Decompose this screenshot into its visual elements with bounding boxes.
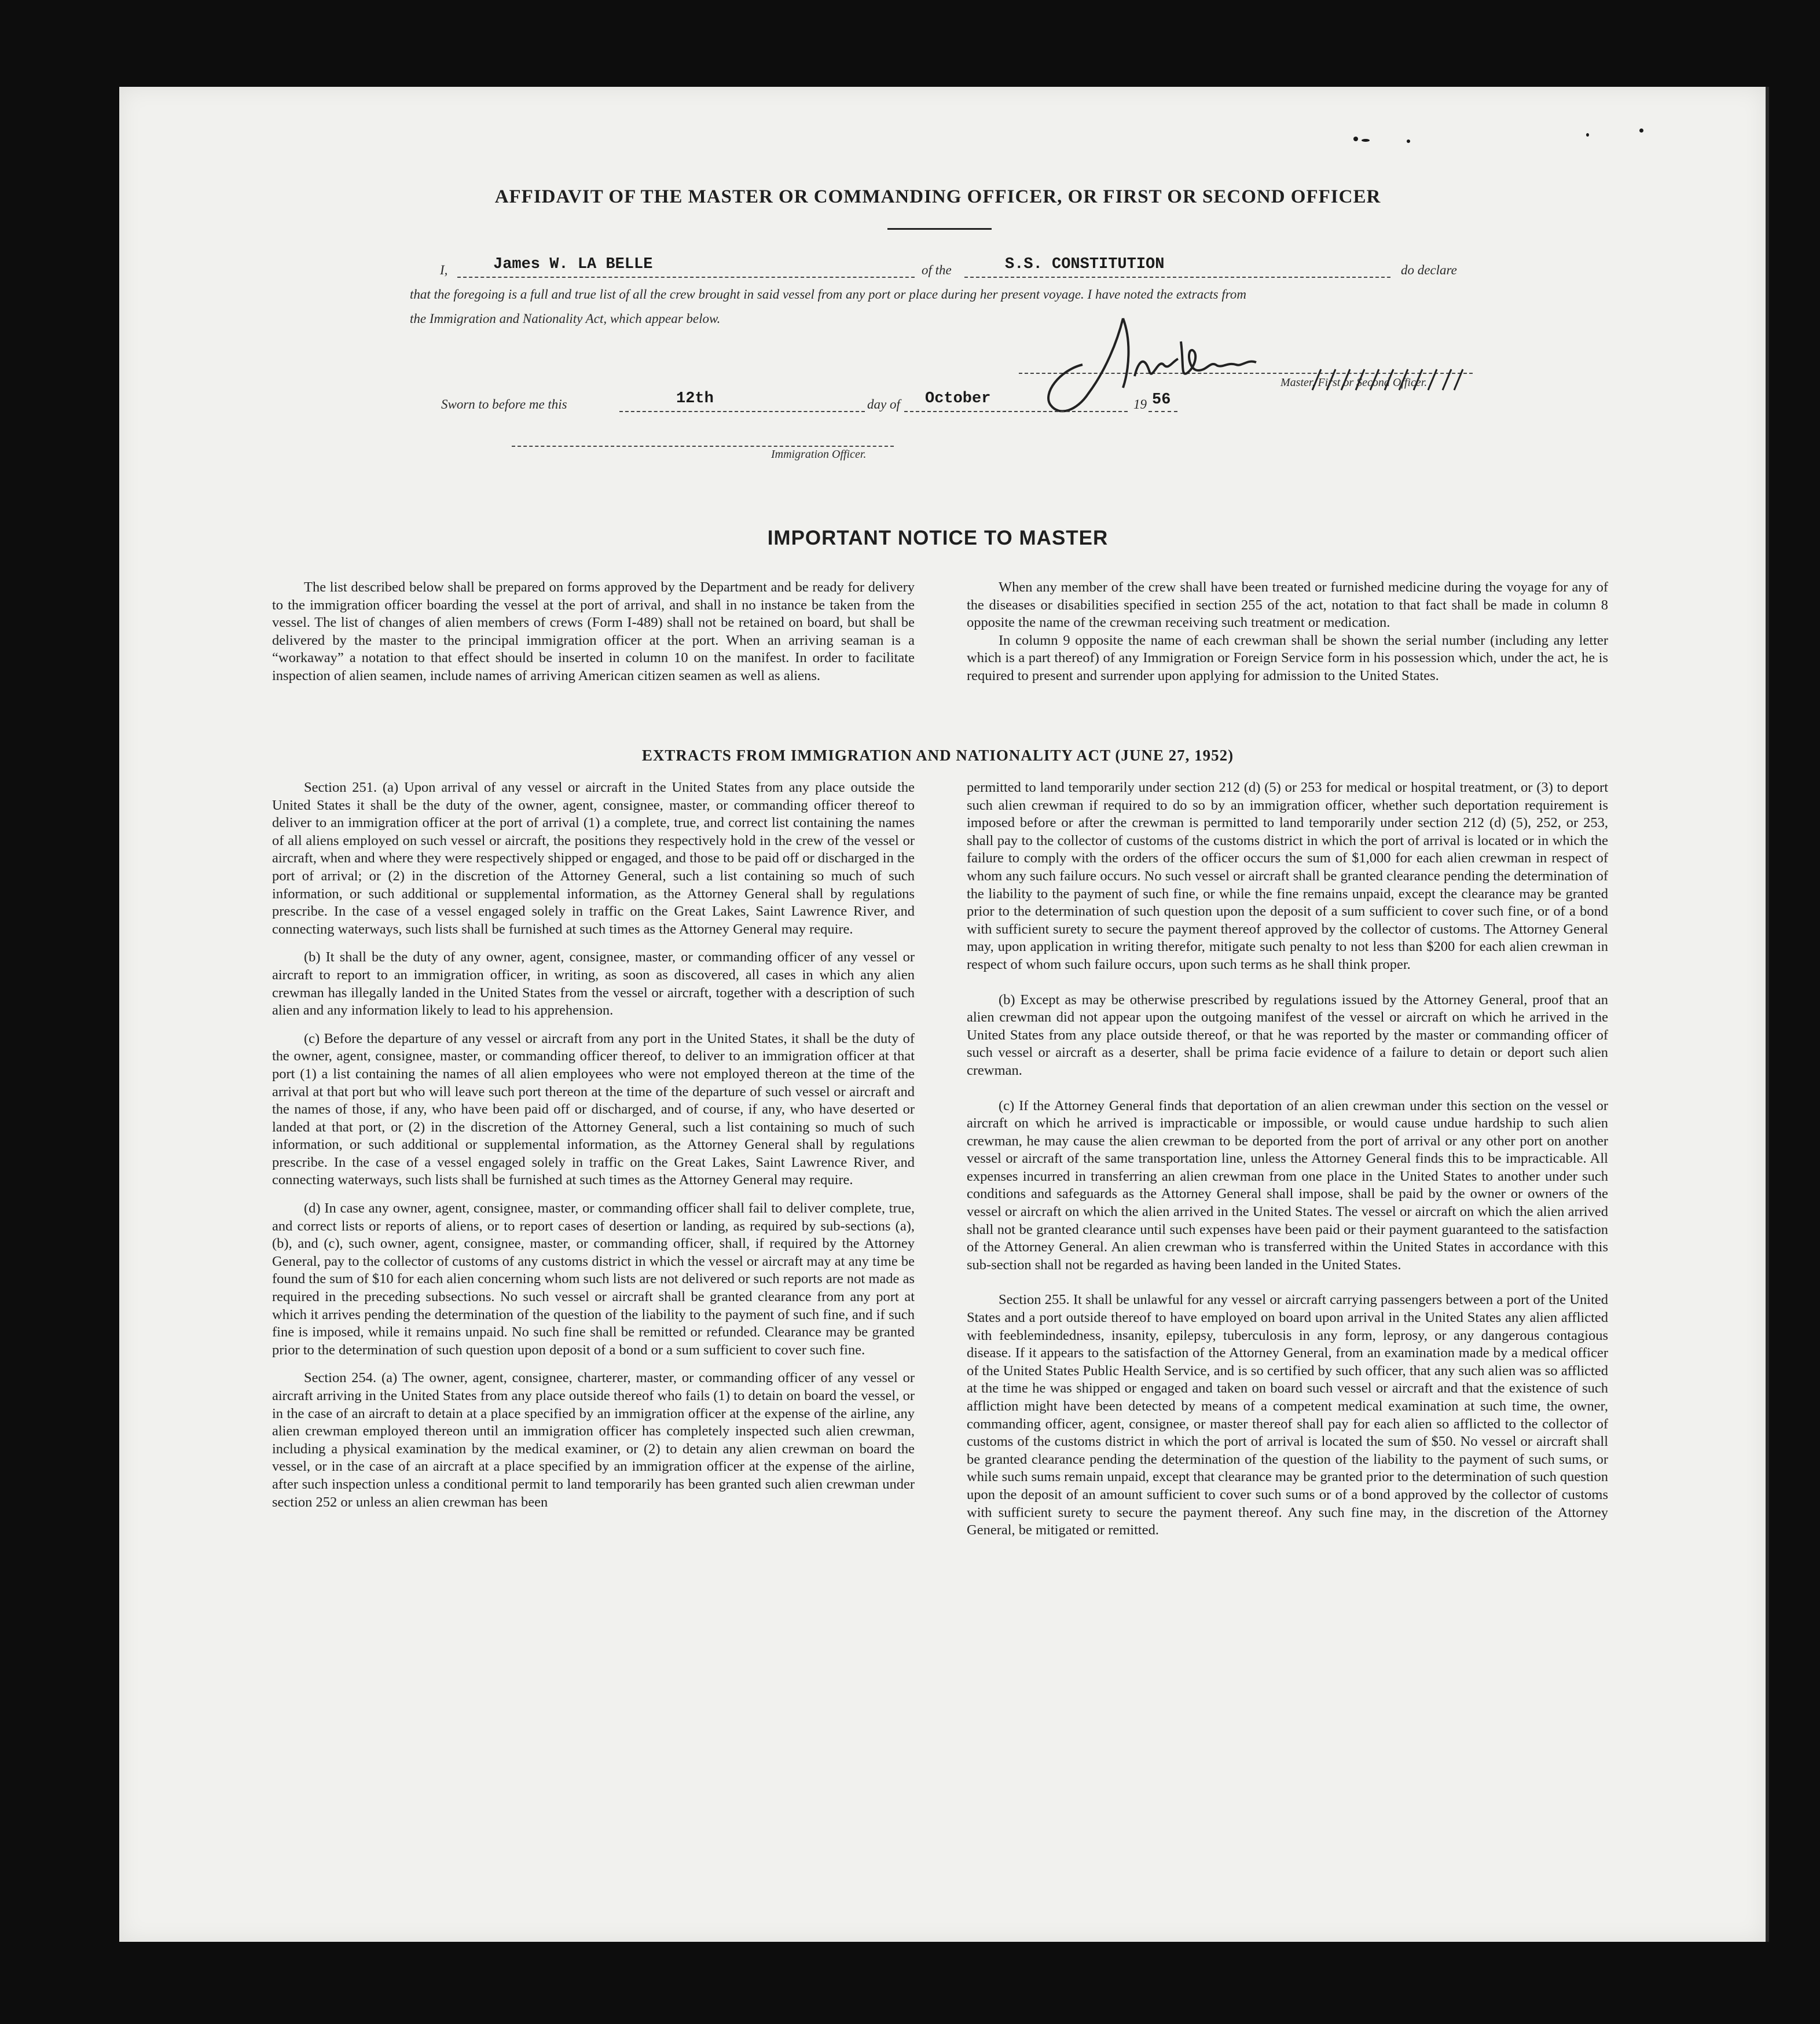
vessel-name: S.S. CONSTITUTION: [1005, 256, 1165, 273]
extracts-heading: EXTRACTS FROM IMMIGRATION AND NATIONALITY ACT (JUNE 27, 1952): [641, 747, 1234, 764]
notice-left-column: [272, 579, 915, 685]
strike-through-marks: [1309, 368, 1466, 391]
immigration-officer-line: [512, 446, 894, 447]
declarant-prefix: I,: [440, 263, 448, 277]
scan-speck: [1586, 133, 1589, 137]
year-prefix: 19: [1133, 397, 1147, 412]
section-paragraph: (c) If the Attorney General finds that deportation of an alien crewman under this section on the vessel or aircraft on which he arrived is impracticable or impossible, or would cause undue hardship to such alien crewman, he may cause the alien crewman to be deported from the port of arrival or any other port on another vessel or aircraft of the same transportation line, unless the Attorney General finds this to be impracticable. All expenses incurred in transferring an alien crewman from one place in the United States to another under such conditions and safeguards as the Attorney General shall impose, shall be paid by the owner or owners of the vessel or aircraft on which the alien arrived in the United States. The vessel or aircraft on which the alien arrived shall not be granted clearance until such expenses have been paid or their payment guaranteed to the satisfaction of the Attorney General. An alien crewman who is transferred within the United States in accordance with this sub-section shall not be regarded as having been landed in the United States.: [967, 1097, 1608, 1273]
declarant-line: [457, 277, 915, 278]
notice-paragraph: When any member of the crew shall have been treated or furnished medicine during the voyage for any of the diseases or disabilities specified in section 255 of the act, notation to that fact shall be made in column 8 opposite the name of the crewman receiving such treatment or medication.: [967, 579, 1608, 631]
sworn-day: 12th: [676, 390, 714, 407]
day-of-label: day of: [867, 397, 900, 412]
page-edge-shadow: [1766, 87, 1769, 1942]
scan-speck: [1362, 139, 1370, 142]
notice-paragraph: The list described below shall be prepared on forms approved by the Department and be ready for delivery to the immigration officer boarding the vessel at the port of arrival, and shall in no instance be taken from the vessel. The list of changes of alien members of crews (Form I-489) shall not be retained on board, but shall be delivered by the master to the principal immigration officer at the port. When an arriving seaman is a “workaway” a notation to that effect should be inserted in column 10 on the manifest. In order to facilitate inspection of alien seamen, include names of arriving American citizen seamen as well as aliens.: [272, 579, 915, 684]
year-line: [1148, 411, 1177, 412]
sworn-year: 56: [1152, 391, 1171, 409]
do-declare-label: do declare: [1401, 263, 1457, 277]
declarant-name: James W. LA BELLE: [493, 256, 653, 273]
section-paragraph: (b) Except as may be otherwise prescribed by regulations issued by the Attorney General, proof that an alien crewman did not appear upon the outgoing manifest of the vessel or aircraft on which he arrived in the United States from any place outside thereof, or that he was reported by the master or commanding officer of such vessel or aircraft as a deserter, shall be prima facie evidence of a failure to detain or deport such alien crewman.: [967, 991, 1608, 1078]
title-divider: [887, 228, 992, 230]
master-label: Master, First or Second Officer.: [1280, 376, 1428, 389]
section-paragraph: (b) It shall be the duty of any owner, agent, consignee, master, or commanding officer of any vessel or aircraft to report to an immigration officer, in writing, as soon as discovered, all cases in which any alien crewman has illegally landed in the United States from the vessel or aircraft, together with a description of such alien and any information likely to lead to his apprehension.: [272, 949, 915, 1019]
sworn-month-line: [904, 411, 1128, 412]
extracts-left-column: [272, 779, 915, 1511]
section-paragraph: Section 254. (a) The owner, agent, consignee, charterer, master, or commanding officer of any vessel or aircraft arriving in the United States from any place outside thereof who fails (1) to detain on board the vessel, or in the case of an aircraft to detain at a place specified by an immigration officer at the expense of the airline, any alien crewman employed thereon until an immigration officer has completely inspected such alien crewman, including a physical examination by the medical examiner, or (2) to detain any alien crewman on board the vessel, or in the case of an aircraft at a place specified by an immigration officer at the expense of the airline, after such inspection unless a conditional permit to land temporarily has been granted such alien crewman under section 252 or unless an alien crewman has been: [272, 1370, 915, 1510]
sworn-day-line: [619, 411, 865, 412]
vessel-line: [964, 277, 1390, 278]
section-paragraph: Section 255. It shall be unlawful for any vessel or aircraft carrying passengers between a port of the United States and a port outside thereof to have employed on board upon arrival in the United States any alien afflicted with feeblemindedness, insanity, epilepsy, tuberculosis in any form, leprosy, or any dangerous contagious disease. If it appears to the satisfaction of the Attorney General, from an examination made by a medical officer of the United States Public Health Service, and is so certified by such officer, that any such alien was so afflicted at the time he was shipped or engaged and taken on board such vessel or aircraft and that the existence of such affliction might have been detected by means of a competent medical examination at such time, the owner, commanding officer, agent, consignee, or master thereof shall pay for each alien so afflicted to the collector of customs of the customs district in which the port of arrival is located the sum of $50. No vessel or aircraft shall be granted clearance pending the determination of the question of the liability to the payment of such sums, or while such sums remain unpaid, except that clearance may be granted prior to the determination of such question upon the deposit of an amount sufficient to cover such sums or of a bond approved by the collector of customs with sufficient surety to secure the payment thereof. Any such fine may, in the discretion of the Attorney General, be mitigated or remitted.: [967, 1292, 1608, 1538]
sworn-month: October: [925, 390, 991, 407]
scan-speck: [1407, 139, 1410, 143]
affidavit-title: AFFIDAVIT OF THE MASTER OR COMMANDING OFFICER, OR FIRST OR SECOND OFFICER: [494, 186, 1381, 207]
section-paragraph: Section 251. (a) Upon arrival of any vessel or aircraft in the United States from any place outside the United States it shall be the duty of the owner, agent, consignee, master, or commanding officer thereof to deliver to an immigration officer at the port of arrival (1) a complete, true, and correct list containing the names of all aliens employed on such vessel or aircraft, the positions they respectively hold in the crew of the vessel or aircraft, when and where they were respectively shipped or engaged, and those to be paid off or discharged in the port of arrival; or (2) in the discretion of the Attorney General, such a list containing so much of such information, or such additional or supplemental information, as the Attorney General shall by regulations prescribe. In the case of a vessel engaged solely in traffic on the Great Lakes, Saint Lawrence River, and connecting waterways, such lists shall be furnished at such times as the Attorney General may require.: [272, 780, 915, 937]
handwritten-signature: [1036, 307, 1314, 423]
scan-speck: [1353, 137, 1358, 141]
sworn-prefix: Sworn to before me this: [441, 397, 567, 412]
of-the-label: of the: [922, 263, 952, 277]
notice-heading: IMPORTANT NOTICE TO MASTER: [767, 527, 1109, 549]
affidavit-body-line: that the foregoing is a full and true list of all the crew brought in said vessel from any port or place during her present voyage. I have noted the extracts from: [410, 287, 1246, 302]
immigration-officer-label: Immigration Officer.: [771, 448, 867, 461]
affidavit-body-line: the Immigration and Nationality Act, which appear below.: [410, 311, 721, 326]
scan-speck: [1639, 128, 1643, 133]
section-paragraph: permitted to land temporarily under section 212 (d) (5) or 253 for medical or hospital treatment, or (3) to deport such alien crewman if required to do so by an immigration officer, whether such deportation requirement is imposed before or after the crewman is permitted to land temporarily under section 212 (d) (5), 252, or 253, shall pay to the collector of customs of the customs district in which the port of arrival is located or in which the failure to comply with the orders of the officer occurs the sum of $1,000 for each alien crewman in respect of whom any such failure occurs. No such vessel or aircraft shall be granted clearance pending the determination of the liability to the payment of such fine, or while the fine remains unpaid, except the clearance may be granted prior to the determination of such question upon the deposit of a sum sufficient to cover such fine, or of a bond with sufficient surety to secure the payment thereof approved by the collector of customs. The Attorney General may, upon application in writing therefor, mitigate such penalty to not less than $200 for each alien crewman in respect of whom such failure occurs, upon such terms as he shall think proper.: [967, 780, 1608, 972]
section-paragraph: (c) Before the departure of any vessel or aircraft from any port in the United States, it shall be the duty of the owner, agent, consignee, master, or commanding officer thereof, to deliver to an immigration officer at that port (1) a list containing the names of all alien employees who were not employed thereon at the time of the arrival at that port but who will leave such port thereon at the time of the departure of such vessel or aircraft and the names of those, if any, who have been paid off or discharged, and of course, if any, who have deserted or landed at that port, or (2) in the discretion of the Attorney General, such a list containing so much of such information, or such additional or supplemental information, as the Attorney General shall by regulations prescribe. In the case of a vessel engaged solely in traffic on the Great Lakes, Saint Lawrence River, and connecting waterways, such lists shall be furnished at such times as the Attorney General may require.: [272, 1030, 915, 1188]
notice-right-column: [967, 579, 1608, 685]
extracts-right-column: [967, 779, 1608, 1540]
section-paragraph: (d) In case any owner, agent, consignee, master, or commanding officer shall fail to deliver complete, true, and correct lists or reports of aliens, or to report cases of desertion or landing, as required by sub-sections (a), (b), and (c), such owner, agent, consignee, master, or commanding officer, shall, if required by the Attorney General, pay to the collector of customs of any customs district in which the vessel or aircraft may at any time be found the sum of $10 for each alien concerning whom such lists are not delivered or such reports are not made as required in the preceding subsections. No such vessel or aircraft shall be granted clearance from any port at which it arrives pending the determination of the question of the liability to the payment of such fine, and if such fine is imposed, while it remains unpaid. No such fine shall be remitted or refunded. Clearance may be granted prior to the determination of such question upon deposit of a bond or a sum sufficient to cover such fine.: [272, 1200, 915, 1358]
notice-paragraph: In column 9 opposite the name of each crewman shall be shown the serial number (including any letter which is a part thereof) of any Immigration or Foreign Service form in his possession which, under the act, he is required to present and surrender upon applying for admission to the United States.: [967, 632, 1608, 684]
